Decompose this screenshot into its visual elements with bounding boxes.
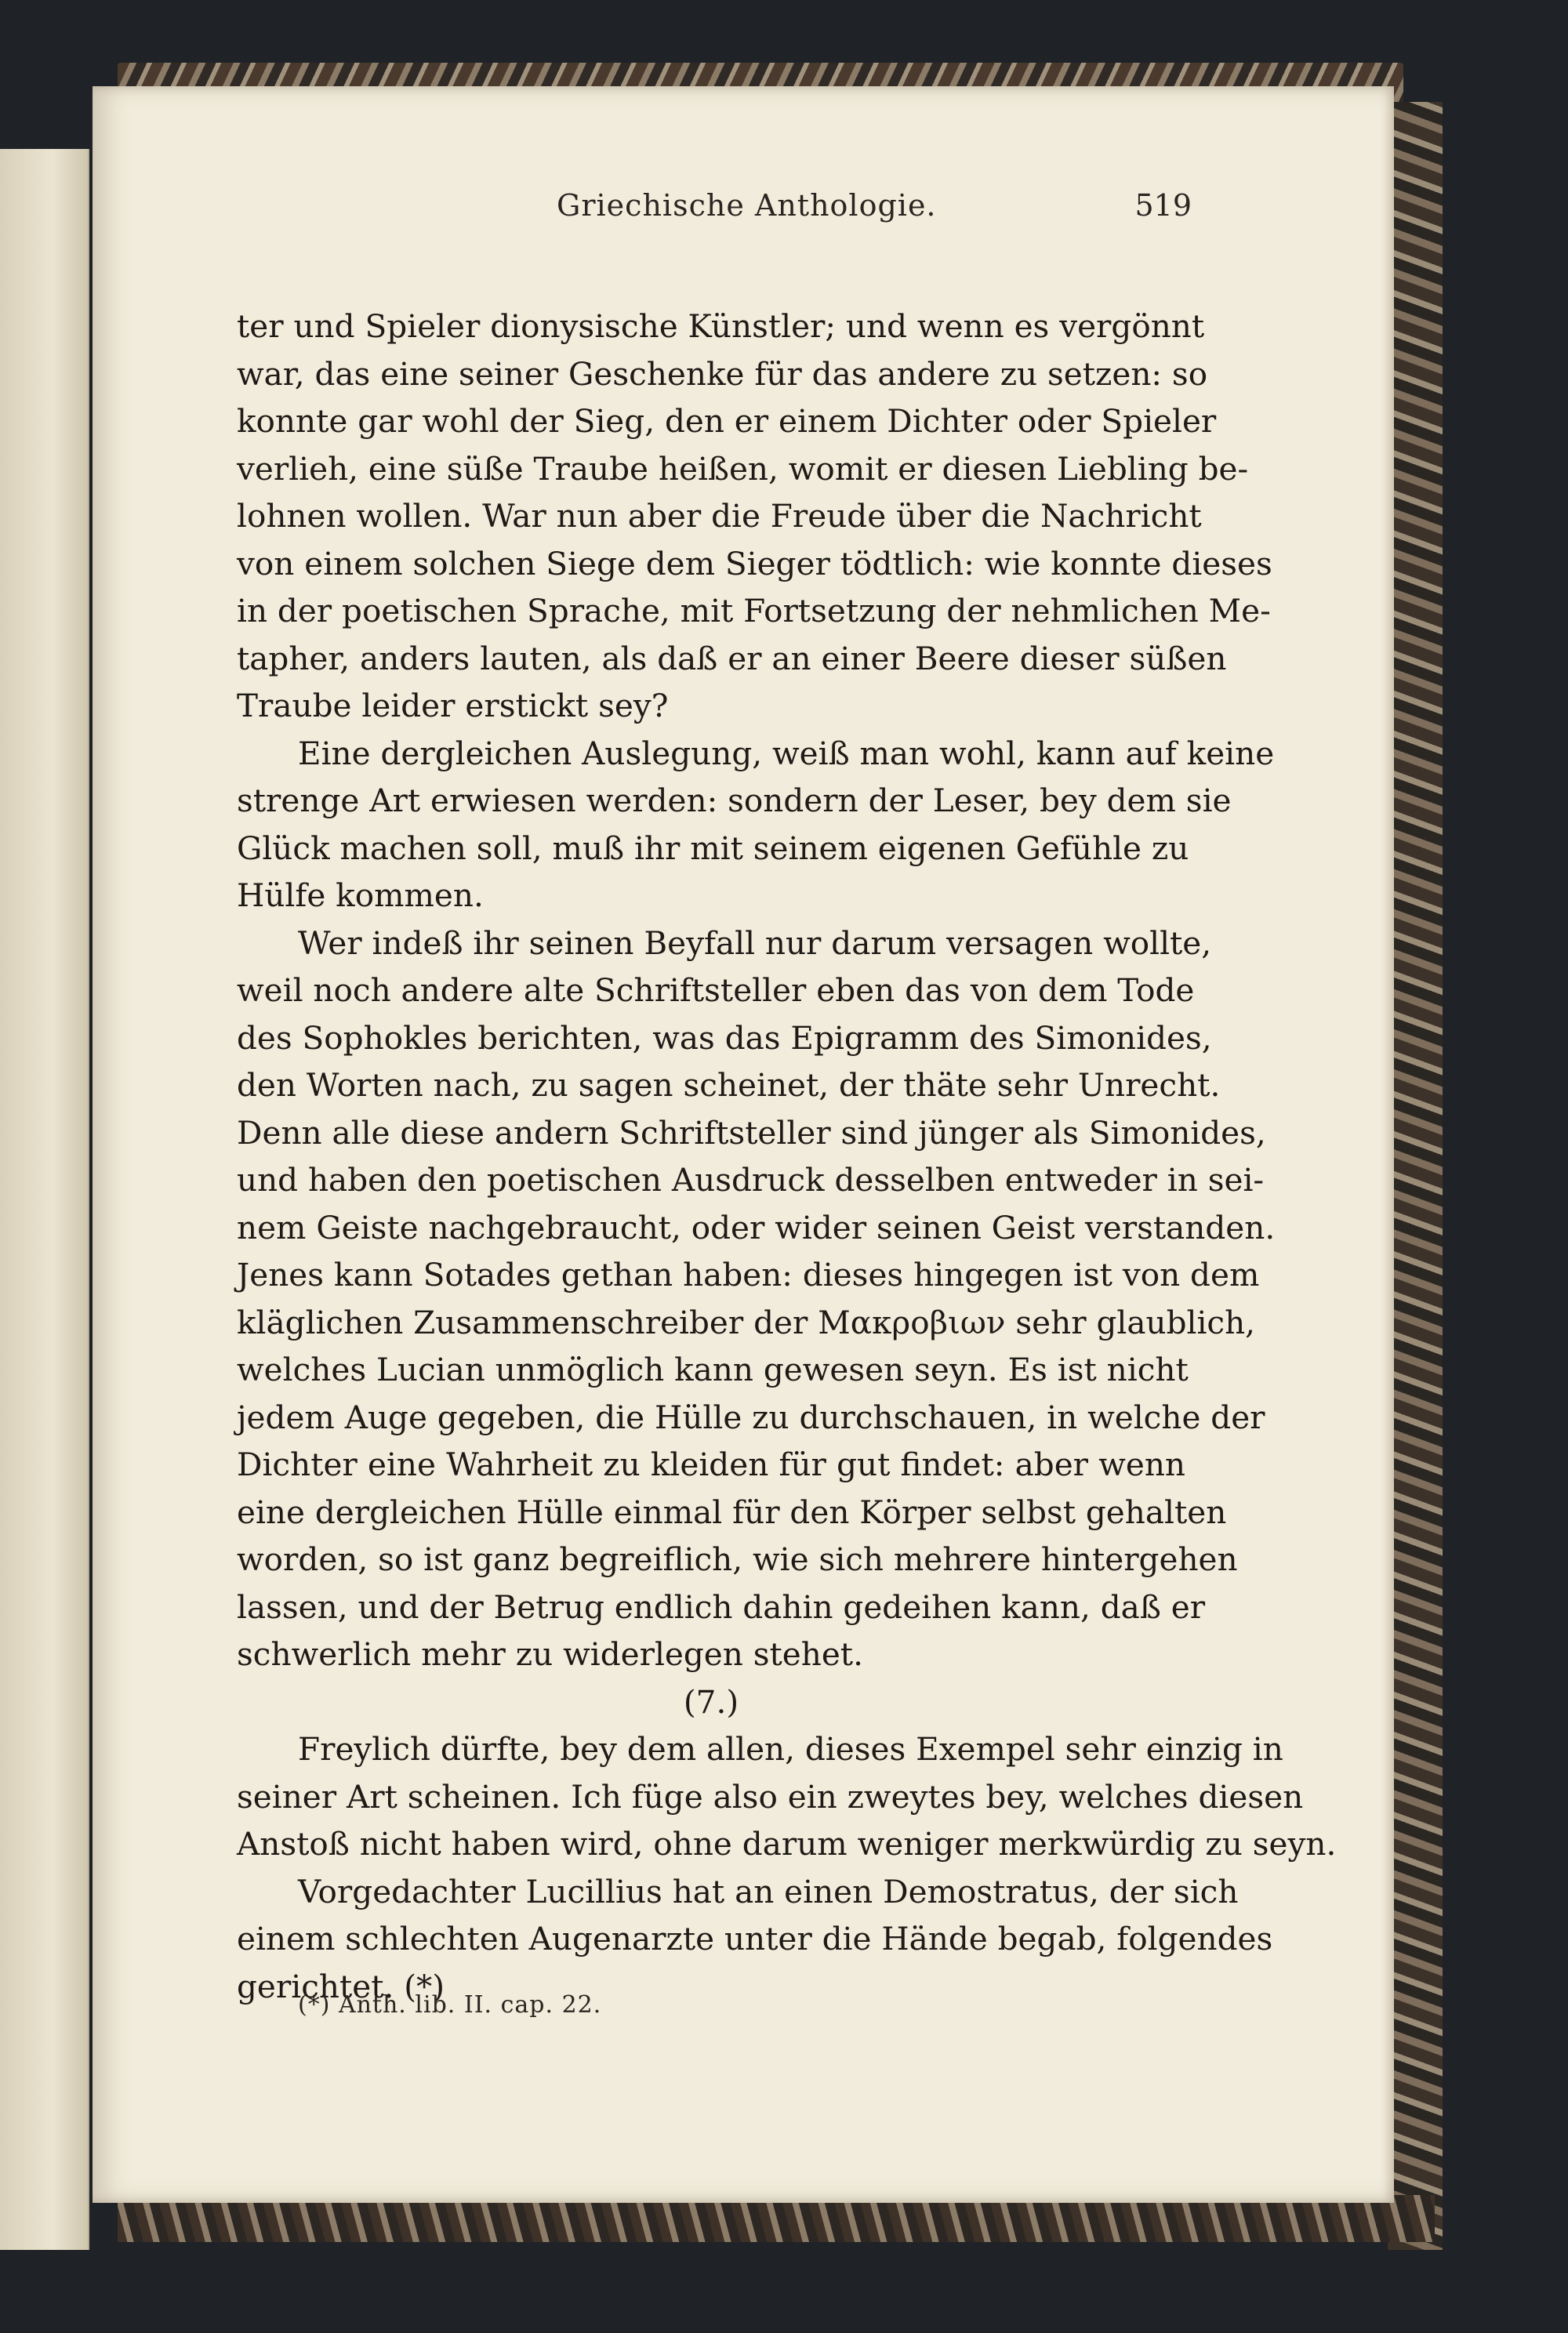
page-header bbox=[463, 188, 1192, 235]
text-line: schwerlich mehr zu widerlegen stehet. bbox=[237, 1635, 863, 1673]
text-line: nem Geiste nachgebraucht, oder wider seinen Geist verstanden. bbox=[237, 1208, 1276, 1246]
text-line: ter und Spieler dionysische Künstler; und wenn es vergönnt bbox=[237, 307, 1205, 345]
text-line: kläglichen Zusammenschreiber der Μακροβιων sehr glaublich, bbox=[237, 1303, 1256, 1341]
footnote: (*) Anth. lib. II. cap. 22. bbox=[298, 1991, 602, 2019]
running-title: Griechische Anthologie. bbox=[557, 188, 937, 223]
text-line: Freylich dürfte, bey dem allen, dieses Exempel sehr einzig in bbox=[298, 1730, 1283, 1768]
text-line: konnte gar wohl der Sieg, den er einem Dichter oder Spieler bbox=[237, 402, 1217, 440]
text-line: Hülfe kommen. bbox=[237, 876, 484, 914]
text-line: strenge Art erwiesen werden: sondern der Leser, bey dem sie bbox=[237, 782, 1232, 819]
text-line: in der poetischen Sprache, mit Fortsetzung der nehmlichen Me- bbox=[237, 592, 1271, 630]
text-line: jedem Auge gegeben, die Hülle zu durchschauen, in welche der bbox=[237, 1398, 1265, 1436]
text-line: gerichtet. (*) bbox=[237, 1967, 445, 2005]
text-line: des Sophokles berichten, was das Epigramm des Simonides, bbox=[237, 1018, 1212, 1057]
text-line: lassen, und der Betrug endlich dahin gedeihen kann, daß er bbox=[237, 1587, 1206, 1626]
text-line: Eine dergleichen Auslegung, weiß man wohl, kann auf keine bbox=[298, 734, 1275, 772]
text-line: Denn alle diese andern Schriftsteller sind jünger als Simonides, bbox=[237, 1113, 1266, 1152]
text-line: Glück machen soll, muß ihr mit seinem eigenen Gefühle zu bbox=[237, 829, 1189, 867]
text-line: Vorgedachter Lucillius hat an einen Demostratus, der sich bbox=[298, 1872, 1239, 1910]
text-line: von einem solchen Siege dem Sieger tödtlich: wie konnte dieses bbox=[237, 544, 1272, 582]
text-line: seiner Art scheinen. Ich füge also ein zweytes bey, welches diesen bbox=[237, 1777, 1304, 1816]
marbled-edge-right bbox=[1388, 102, 1443, 2250]
text-line: tapher, anders lauten, als daß er an einer Beere dieser süßen bbox=[237, 639, 1227, 677]
text-line: Traube leider erstickt sey? bbox=[237, 687, 669, 724]
text-line: (7.) bbox=[683, 1682, 739, 1721]
text-line: und haben den poetischen Ausdruck desselben entweder in sei- bbox=[237, 1161, 1265, 1199]
text-line: Wer indeß ihr seinen Beyfall nur darum versagen wollte, bbox=[298, 923, 1212, 962]
text-line: lohnen wollen. War nun aber die Freude über die Nachricht bbox=[237, 497, 1202, 535]
text-line: den Worten nach, zu sagen scheinet, der thäte sehr Unrecht. bbox=[237, 1066, 1221, 1104]
text-line: welches Lucian unmöglich kann gewesen seyn. Es ist nicht bbox=[237, 1351, 1189, 1388]
text-line: Dichter eine Wahrheit zu kleiden für gut findet: aber wenn bbox=[237, 1446, 1185, 1483]
text-line: weil noch andere alte Schriftsteller eben das von dem Tode bbox=[237, 971, 1195, 1009]
body-text bbox=[237, 303, 1337, 2010]
text-line: worden, so ist ganz begreiflich, wie sich mehrere hintergehen bbox=[237, 1540, 1238, 1578]
text-line: war, das eine seiner Geschenke für das andere zu setzen: so bbox=[237, 354, 1208, 393]
text-line: einem schlechten Augenarzte unter die Hände begab, folgendes bbox=[237, 1920, 1273, 1957]
facing-page-edge bbox=[0, 149, 89, 2250]
text-line: verlieh, eine süße Traube heißen, womit er diesen Liebling be- bbox=[237, 449, 1249, 488]
text-line: Anstoß nicht haben wird, ohne darum weniger merkwürdig zu seyn. bbox=[237, 1825, 1337, 1863]
text-line: Jenes kann Sotades gethan haben: dieses hingegen ist von dem bbox=[237, 1256, 1260, 1293]
text-line: eine dergleichen Hülle einmal für den Körper selbst gehalten bbox=[237, 1493, 1227, 1531]
page-number: 519 bbox=[1134, 188, 1192, 223]
